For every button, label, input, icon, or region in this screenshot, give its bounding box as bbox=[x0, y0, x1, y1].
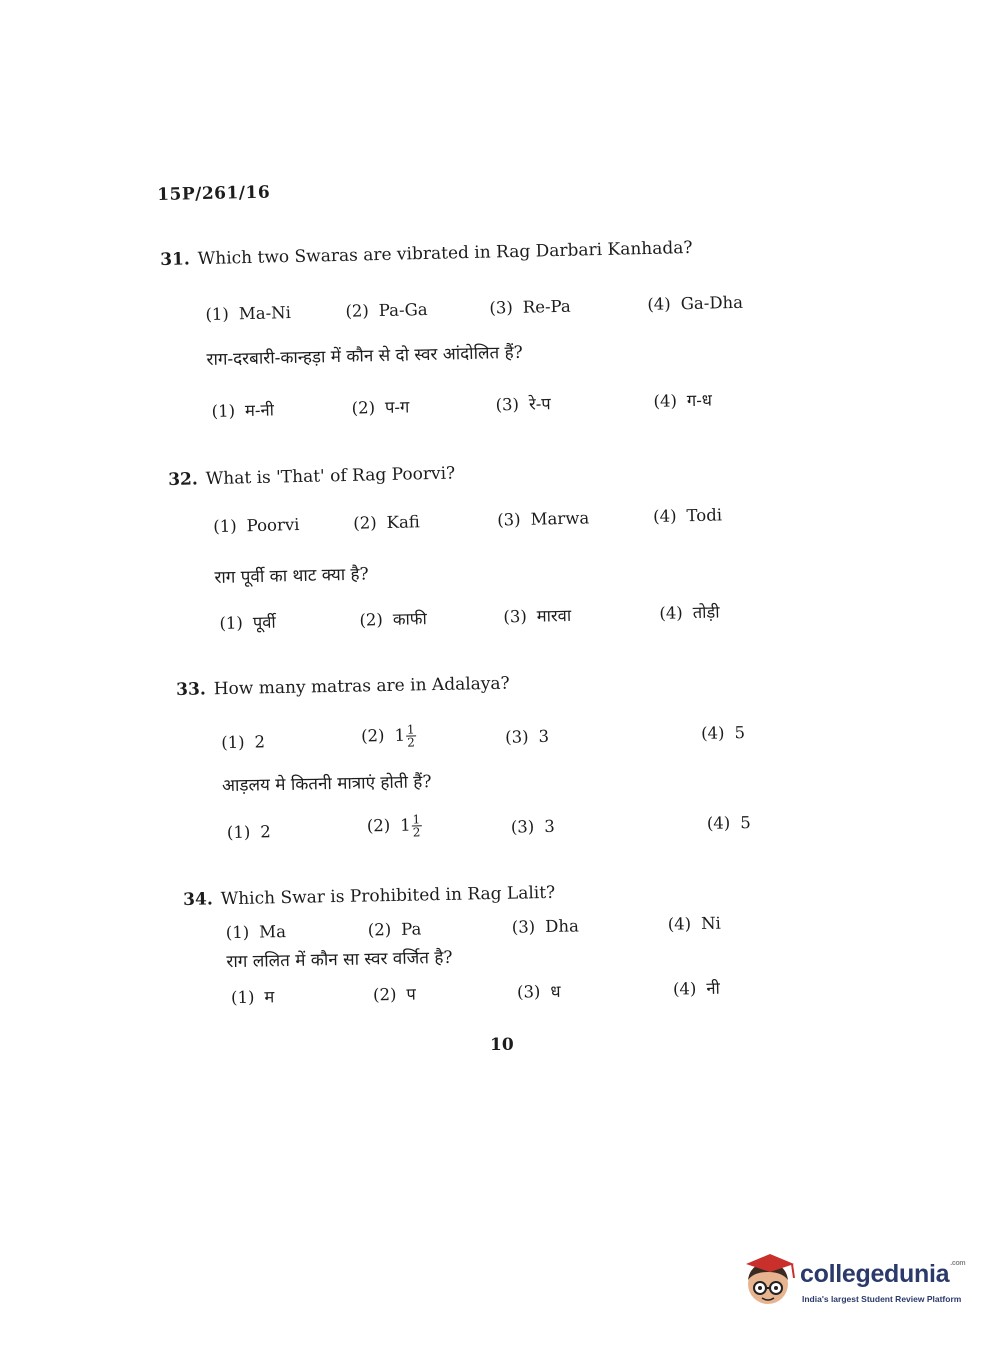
option-en-2: (2) Pa bbox=[367, 919, 422, 940]
question-text-en: 33. How many matras are in Adalaya? bbox=[176, 673, 510, 700]
option-hi-3: (3) ध bbox=[516, 981, 561, 1002]
option-en-2: (2) 1 $\frac{1}{2}$ bbox=[360, 722, 415, 750]
option-en-4: (4) Todi bbox=[652, 505, 723, 527]
option-hi-4: (4) नी bbox=[672, 978, 720, 999]
option-hi-3: (3) रे-प bbox=[495, 394, 551, 415]
option-en-2: (2) Kafi bbox=[353, 512, 421, 533]
question-text-hi: आड़लय मे कितनी मात्राएं होती हैं? bbox=[221, 772, 432, 797]
page-number: 10 bbox=[490, 1035, 514, 1055]
option-hi-1: (1) म-नी bbox=[211, 400, 275, 421]
option-en-4: (4) Ga-Dha bbox=[647, 292, 744, 314]
option-hi-1: (1) पूर्वी bbox=[219, 612, 276, 633]
option-en-1: (1) 2 bbox=[221, 732, 266, 753]
question-number: 34. bbox=[183, 889, 213, 910]
option-en-1: (1) Ma-Ni bbox=[205, 303, 292, 324]
option-en-3: (3) Dha bbox=[511, 916, 580, 937]
fraction: $\frac{1}{2}$ bbox=[412, 812, 421, 840]
option-hi-4: (4) ग-ध bbox=[653, 390, 713, 411]
option-en-3: (3) Marwa bbox=[497, 508, 590, 530]
collegedunia-logo bbox=[742, 1250, 972, 1314]
option-hi-3: (3) मारवा bbox=[503, 605, 572, 627]
option-hi-1: (1) 2 bbox=[226, 822, 271, 843]
question-number: 32. bbox=[168, 469, 199, 490]
option-en-4: (4) 5 bbox=[700, 723, 746, 743]
option-hi-4: (4) 5 bbox=[706, 812, 751, 833]
brand-tagline: India's largest Student Review Platform bbox=[802, 1294, 962, 1304]
option-hi-1: (1) म bbox=[230, 987, 275, 1008]
fraction: $\frac{1}{2}$ bbox=[406, 722, 415, 750]
option-hi-4: (4) तोड़ी bbox=[659, 602, 720, 623]
option-hi-2: (2) काफी bbox=[359, 609, 427, 630]
option-en-4: (4) Ni bbox=[667, 913, 722, 934]
paper-code: 15P/261/16 bbox=[157, 182, 271, 205]
question-text-en: 31. Which two Swaras are vibrated in Rag Darbari Kanhada? bbox=[160, 237, 693, 270]
option-hi-2: (2) प bbox=[372, 984, 416, 1005]
question-number: 33. bbox=[176, 679, 206, 700]
option-en-3: (3) Re-Pa bbox=[489, 296, 571, 318]
question-text-en: 32. What is 'That' of Rag Poorvi? bbox=[168, 463, 456, 490]
question-number: 31. bbox=[160, 249, 191, 270]
brand-name: collegedunia$^{.com}$ bbox=[800, 1260, 966, 1288]
brand-domain: .com bbox=[950, 1260, 966, 1267]
option-en-1: (1) Ma bbox=[225, 922, 287, 943]
option-hi-2: (2) 1 $\frac{1}{2}$ bbox=[366, 812, 421, 840]
student-mascot-icon bbox=[742, 1250, 798, 1312]
option-en-3: (3) 3 bbox=[504, 726, 550, 747]
option-en-1: (1) Poorvi bbox=[213, 515, 300, 536]
question-text-en: 34. Which Swar is Prohibited in Rag Lalit? bbox=[183, 882, 556, 910]
question-text-hi: राग पूर्वी का थाट क्या है? bbox=[214, 564, 369, 588]
option-hi-3: (3) 3 bbox=[510, 816, 555, 837]
option-hi-2: (2) प-ग bbox=[351, 397, 410, 418]
option-en-2: (2) Pa-Ga bbox=[345, 299, 428, 321]
question-text-hi: राग ललित में कौन सा स्वर वर्जित है? bbox=[226, 947, 453, 973]
question-text-hi: राग-दरबारी-कान्हड़ा में कौन से दो स्वर आंदोलित हैं? bbox=[206, 342, 523, 370]
